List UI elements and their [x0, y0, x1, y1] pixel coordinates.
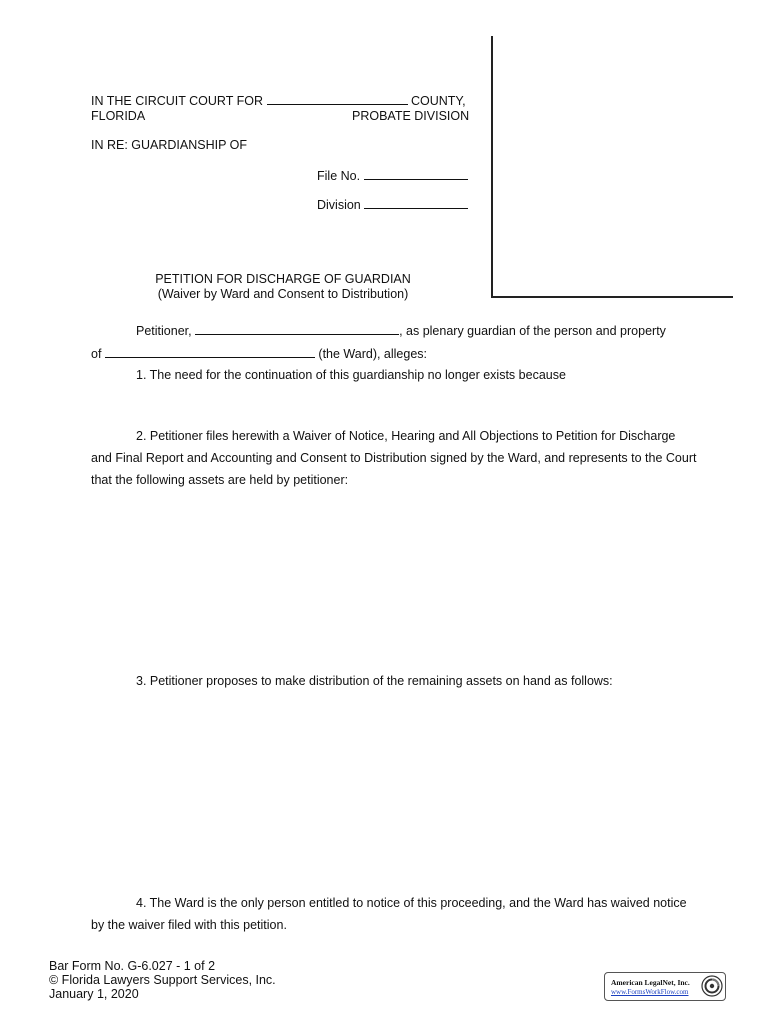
- logo-website-link[interactable]: www.FormsWorkFlow.com: [611, 988, 689, 996]
- in-re-label: IN RE: GUARDIANSHIP OF: [91, 138, 248, 152]
- division-field-label: Division: [317, 198, 361, 212]
- item-2-line-2: and Final Report and Accounting and Consent to Distribution signed by the Ward, and represents to the Court: [91, 451, 697, 465]
- legalnet-logo-icon: [701, 975, 723, 997]
- ward-line: [91, 346, 427, 362]
- petitioner-label: Petitioner,: [136, 324, 192, 338]
- court-line-end: COUNTY,: [410, 94, 466, 108]
- clerk-box-vertical-rule: [491, 36, 493, 298]
- court-line-start: IN THE CIRCUIT COURT FOR: [91, 94, 264, 108]
- item-4-line-1: 4. The Ward is the only person entitled to notice of this proceeding, and the Ward has waived notice: [136, 896, 687, 910]
- legalnet-logo-badge[interactable]: [604, 972, 726, 1001]
- logo-company-name: American LegalNet, Inc.: [611, 978, 690, 987]
- copyright-notice: © Florida Lawyers Support Services, Inc.: [49, 973, 276, 987]
- file-no-blank[interactable]: [364, 168, 468, 180]
- file-no-field: [317, 168, 468, 184]
- document-subtitle: (Waiver by Ward and Consent to Distribution): [157, 287, 409, 301]
- form-date: January 1, 2020: [49, 987, 139, 1001]
- ward-name-blank[interactable]: [105, 346, 315, 358]
- item-2-line-1: 2. Petitioner files herewith a Waiver of Notice, Hearing and All Objections to Petition for Discharge: [136, 429, 676, 443]
- division-field: [317, 197, 468, 213]
- ward-text: (the Ward), alleges:: [318, 347, 428, 361]
- of-label: of: [91, 347, 102, 361]
- file-no-label: File No.: [317, 169, 361, 183]
- guardian-role-text: , as plenary guardian of the person and property: [399, 324, 666, 338]
- county-blank[interactable]: [267, 93, 408, 105]
- petitioner-line: [136, 323, 666, 339]
- document-title: PETITION FOR DISCHARGE OF GUARDIAN: [155, 272, 411, 286]
- state-label: FLORIDA: [91, 109, 146, 123]
- item-4-line-2: by the waiver filed with this petition.: [91, 918, 287, 932]
- division-blank[interactable]: [364, 197, 468, 209]
- item-2-line-3: that the following assets are held by petitioner:: [91, 473, 349, 487]
- petitioner-name-blank[interactable]: [195, 323, 399, 335]
- item-3: 3. Petitioner proposes to make distribution of the remaining assets on hand as follows:: [136, 674, 613, 688]
- court-caption-line: [91, 93, 466, 109]
- probate-division-label: PROBATE DIVISION: [352, 109, 470, 123]
- item-1: 1. The need for the continuation of this guardianship no longer exists because: [136, 368, 566, 382]
- clerk-box-horizontal-rule: [491, 296, 733, 298]
- form-number: Bar Form No. G-6.027 - 1 of 2: [49, 959, 216, 973]
